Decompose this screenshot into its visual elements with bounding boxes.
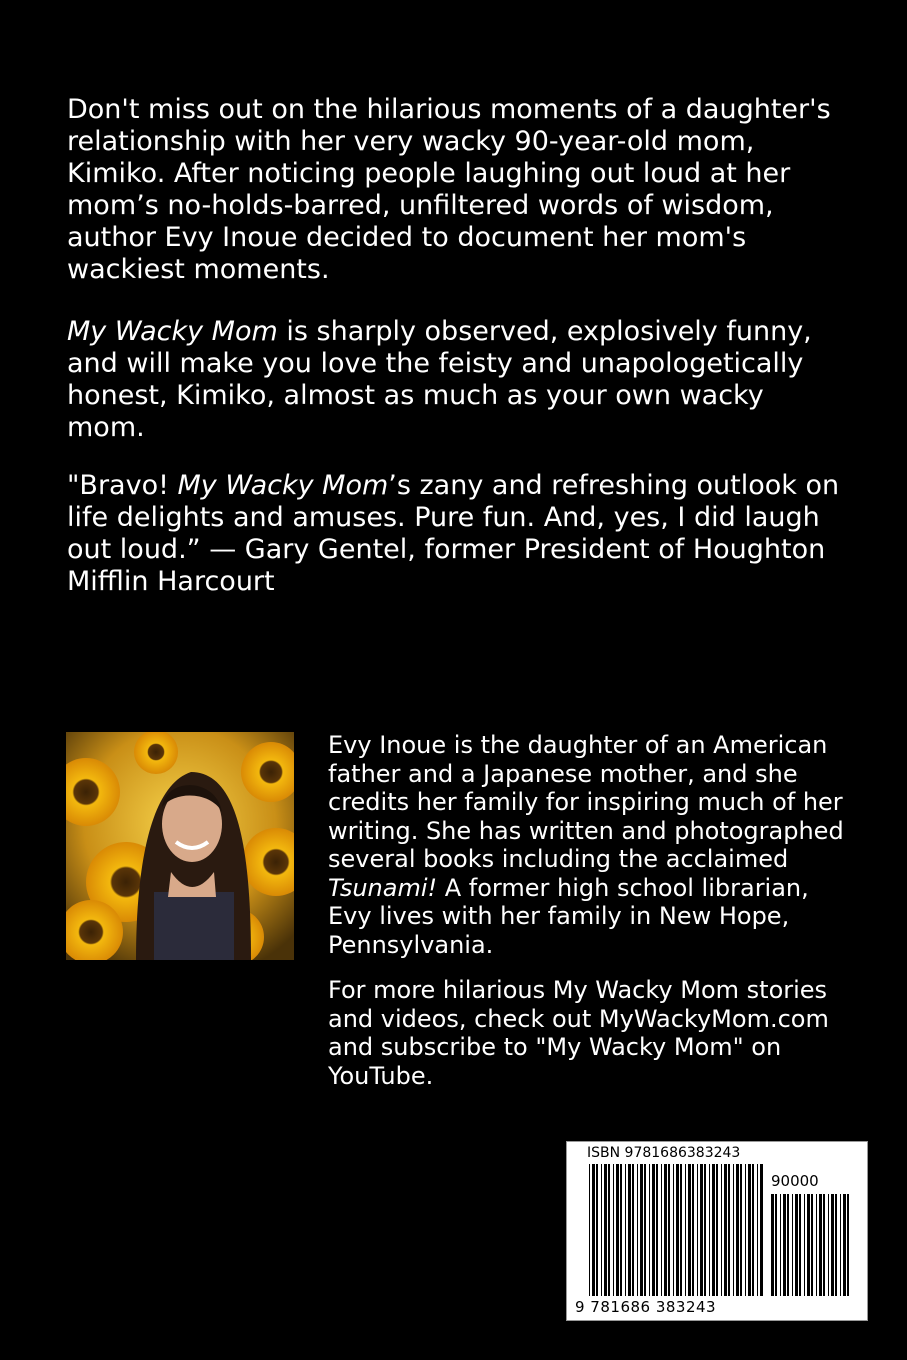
barcode-bar <box>632 1164 634 1296</box>
barcode-bar <box>608 1164 610 1296</box>
barcode-digits: 9 781686 383243 <box>575 1298 717 1316</box>
barcode-bar <box>799 1194 801 1296</box>
barcode-bar <box>792 1194 793 1296</box>
barcode-bar <box>780 1194 781 1296</box>
barcode-bar <box>760 1164 763 1296</box>
barcode-bar <box>664 1164 667 1296</box>
barcode-bar <box>712 1164 715 1296</box>
author-photo <box>66 732 294 960</box>
barcode-bar <box>783 1194 786 1296</box>
barcode-bar <box>688 1164 691 1296</box>
barcode-bar <box>795 1194 798 1296</box>
barcode-bar <box>847 1194 849 1296</box>
barcode-bar <box>613 1164 614 1296</box>
barcode-bar <box>752 1164 754 1296</box>
barcode-bar <box>733 1164 734 1296</box>
quote-open: "Bravo! <box>67 470 178 501</box>
barcode-bar <box>771 1194 774 1296</box>
more-info <box>328 976 848 1090</box>
blurb-text-2: is sharply observed, explosively funny, and will make you love the feisty and unapologetically honest, Kimiko, almost as much as your own wacky mom. <box>67 316 812 443</box>
blurb-text-1: Don't miss out on the hilarious moments of a daughter's relationship with her very wacky 90-year-old mom, Kimiko. After noticing people laughing out loud at her mom’s no-holds-barred, unfiltered words of wisdom, author Evy Inoue decided to document her mom's wackiest moments. <box>67 94 831 285</box>
quote-book-title: My Wacky Mom <box>177 470 389 501</box>
barcode-bar <box>661 1164 662 1296</box>
barcode-bar <box>843 1194 846 1296</box>
book-title: My Wacky Mom <box>67 316 278 347</box>
barcode-bar <box>640 1164 643 1296</box>
barcode-bar <box>620 1164 622 1296</box>
barcode-bar <box>736 1164 739 1296</box>
barcode-bar <box>716 1164 718 1296</box>
quote-text: ’s zany and refreshing outlook on life delights and amuses. Pure fun. And, yes, I did laugh out loud.” — Gary Gentel, former President of Houghton Mifflin Harcourt <box>67 470 840 597</box>
barcode-bar <box>628 1164 631 1296</box>
barcode-bar <box>668 1164 670 1296</box>
more-info-text: For more hilarious My Wacky Mom stories and videos, check out MyWackyMom.com and subscribe to "My Wacky Mom" on YouTube. <box>328 976 829 1090</box>
barcode-bar <box>721 1164 722 1296</box>
barcode-bar <box>592 1164 595 1296</box>
barcode-bar <box>692 1164 694 1296</box>
barcode-bar <box>709 1164 710 1296</box>
barcode-bar <box>652 1164 655 1296</box>
barcode-bar <box>828 1194 829 1296</box>
barcode-bar <box>656 1164 658 1296</box>
barcode-bar <box>637 1164 638 1296</box>
barcode-bar <box>680 1164 682 1296</box>
blurb-paragraph-2 <box>67 316 847 444</box>
barcode-bars <box>567 1142 869 1322</box>
barcode-bar <box>589 1164 590 1296</box>
barcode-bar <box>804 1194 805 1296</box>
price-code: 90000 <box>771 1172 819 1190</box>
barcode-bar <box>807 1194 810 1296</box>
barcode-bar <box>819 1194 822 1296</box>
barcode-bar <box>625 1164 626 1296</box>
bio-text: Evy Inoue is the daughter of an American father and a Japanese mother, and she credits her family for inspiring much of her writing. She has written and photographed several books including the acclaimed <box>328 731 844 873</box>
author-bio <box>328 731 848 959</box>
barcode-bar <box>787 1194 789 1296</box>
blurb-quote <box>67 470 847 598</box>
barcode-bar <box>840 1194 841 1296</box>
barcode-bar <box>604 1164 607 1296</box>
bio-text-end: A former high school librarian, Evy lives with her family in New Hope, Pennsylvania. <box>328 873 809 959</box>
barcode-bar <box>616 1164 619 1296</box>
barcode-bar <box>728 1164 730 1296</box>
blurb-paragraph-1 <box>67 94 847 286</box>
barcode-bar <box>596 1164 598 1296</box>
barcode-bar <box>700 1164 703 1296</box>
barcode-bar <box>673 1164 674 1296</box>
barcode-bar <box>649 1164 650 1296</box>
barcode-bar <box>601 1164 602 1296</box>
barcode-bar <box>835 1194 837 1296</box>
bio-book-title: Tsunami! <box>328 873 438 902</box>
barcode-bar <box>745 1164 746 1296</box>
barcode-bar <box>757 1164 758 1296</box>
barcode-bar <box>816 1194 817 1296</box>
barcode-bar <box>748 1164 751 1296</box>
isbn-barcode <box>566 1141 868 1321</box>
barcode-bar <box>704 1164 706 1296</box>
barcode-bar <box>685 1164 686 1296</box>
barcode-bar <box>740 1164 742 1296</box>
isbn-label: ISBN 9781686383243 <box>587 1145 741 1161</box>
barcode-bar <box>724 1164 727 1296</box>
barcode-bar <box>775 1194 777 1296</box>
barcode-bar <box>823 1194 825 1296</box>
barcode-bar <box>676 1164 679 1296</box>
barcode-bar <box>831 1194 834 1296</box>
barcode-bar <box>644 1164 646 1296</box>
barcode-bar <box>811 1194 813 1296</box>
barcode-bar <box>697 1164 698 1296</box>
